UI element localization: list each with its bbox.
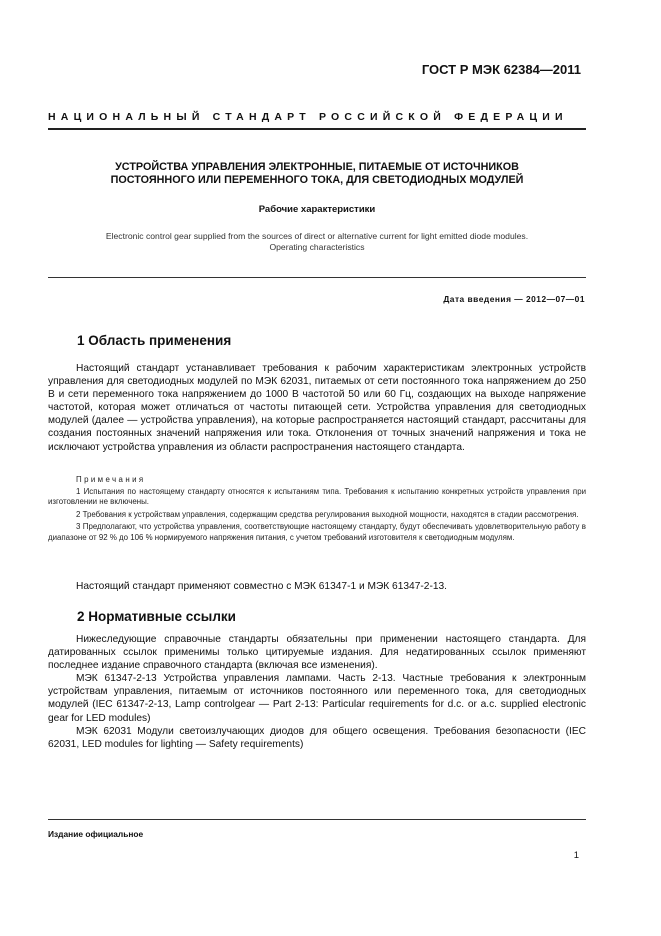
- section-2-reference-2: МЭК 62031 Модули светоизлучающих диодов для общего освещения. Требования безопасности (IEC 62031, LED modules for lighting — Safety requirements): [48, 725, 586, 750]
- title-rule: [48, 277, 586, 278]
- notes-heading: Примечания: [76, 475, 146, 484]
- document-code: ГОСТ Р МЭК 62384—2011: [421, 62, 581, 77]
- footer-rule: [48, 819, 586, 820]
- section-2-paragraph-1: Нижеследующие справочные стандарты обязательны при применении настоящего стандарта. Для датированных ссылок применимы только цитируемые издания. Для недатированных ссылок применяют последнее издание справочного стандарта (включая все изменения).: [48, 634, 586, 672]
- note-3: 3 Предполагают, что устройства управления, соответствующие настоящему стандарту, будут обеспечивать удовлетворительную работу в диапазоне от 92 % до 106 % нормируемого напряжения питания, с учетом требований изготовителя к светодиодным модулям.: [48, 522, 586, 542]
- title-line-2: ПОСТОЯННОГО ИЛИ ПЕРЕМЕННОГО ТОКА, ДЛЯ СВЕТОДИОДНЫХ МОДУЛЕЙ: [110, 174, 524, 186]
- national-standard-banner: НАЦИОНАЛЬНЫЙ СТАНДАРТ РОССИЙСКОЙ ФЕДЕРАЦИИ: [48, 111, 568, 123]
- document-subtitle: Рабочие характеристики: [258, 204, 376, 215]
- english-title-line-1: Electronic control gear supplied from the sources of direct or alternative current for light emitted diode modules.: [105, 231, 529, 241]
- section-2-reference-1: МЭК 61347-2-13 Устройства управления лампами. Часть 2-13. Частные требования к электронным устройствам управления, питаемым от источников постоянного или переменного тока, для светодиодных модулей (IEC 61347-2-13, Lamp controlgear — Part 2-13: Particular requirements for d.c. or a.c. supplied electronic gear for LED modules): [48, 673, 586, 724]
- page-number: 1: [573, 850, 579, 861]
- official-edition-label: Издание официальное: [48, 829, 144, 839]
- header-rule: [48, 128, 586, 130]
- note-1: 1 Испытания по настоящему стандарту относятся к испытаниям типа. Требования к испытанию конкретных устройств управления при изготовлении не включены.: [48, 486, 586, 506]
- section-1-closing-paragraph: Настоящий стандарт применяют совместно с МЭК 61347-1 и МЭК 61347-2-13.: [76, 581, 448, 592]
- section-1-heading: 1 Область применения: [77, 333, 232, 348]
- section-2-body: [48, 633, 586, 751]
- title-line-1: УСТРОЙСТВА УПРАВЛЕНИЯ ЭЛЕКТРОННЫЕ, ПИТАЕМЫЕ ОТ ИСТОЧНИКОВ: [115, 161, 519, 173]
- section-1-paragraph: Настоящий стандарт устанавливает требования к рабочим характеристикам электронных устройств управления для светодиодных модулей по МЭК 62031, питаемых от сети постоянного тока напряжением до 250 В и сети переменного тока напряжением до 1000 В частотой 50 или 60 Гц, создающих на выходе напряжение частотой, которая может отличаться от частоты питающей сети. Устройства управления для светодиодных модулей (далее — устройства управления), на которые распространяется настоящий стандарт, рассчитаны для создания постоянных значений напряжения или тока. Отклонения от точных значений напряжения и тока не исключают устройства управления из области распространения настоящего стандарта.: [48, 363, 586, 453]
- section-2-heading: 2 Нормативные ссылки: [77, 609, 236, 624]
- english-title-line-2: Operating characteristics: [269, 242, 365, 252]
- introduction-date: Дата введения — 2012—07—01: [443, 294, 585, 304]
- section-1-closing: [48, 580, 586, 593]
- notes-block: [48, 475, 586, 543]
- section-1-body: [48, 362, 586, 454]
- note-2: 2 Требования к устройствам управления, содержащим средства регулирования выходной мощности, находятся в стадии рассмотрения.: [76, 509, 579, 519]
